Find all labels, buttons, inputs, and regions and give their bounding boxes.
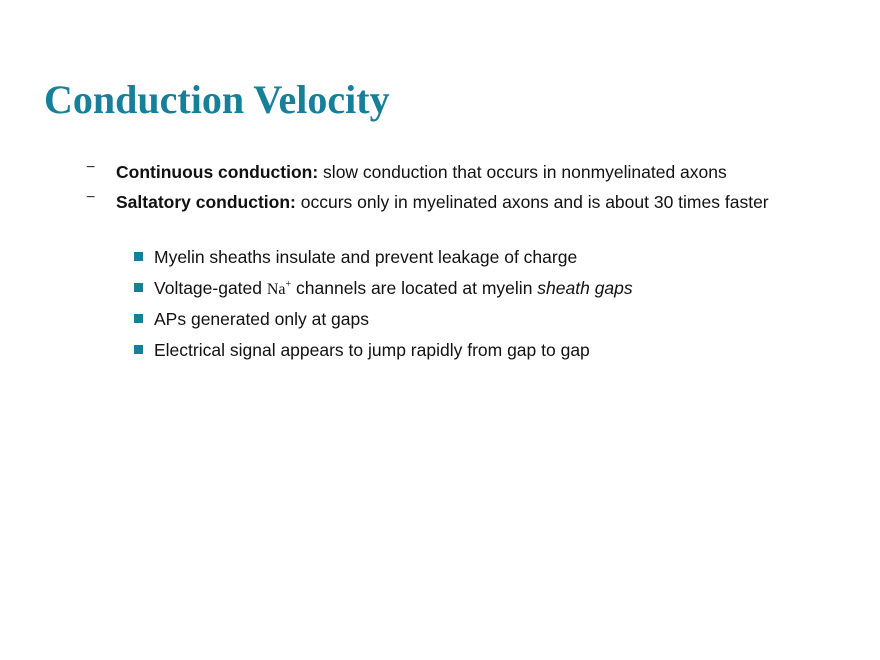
bullet-text xyxy=(116,160,806,184)
sub-bullet-middle: channels are located at myelin xyxy=(291,278,538,298)
bullet-term: Saltatory conduction: xyxy=(116,192,296,212)
bullet-term: Continuous conduction: xyxy=(116,162,319,182)
square-bullet-icon xyxy=(134,345,143,354)
sub-bullet-text xyxy=(154,276,794,302)
sub-bullet-prefix: Voltage-gated xyxy=(154,278,267,298)
slide-title: Conduction Velocity xyxy=(44,77,390,122)
square-bullet-icon xyxy=(134,314,143,323)
sub-bullet-aps-generated xyxy=(134,307,794,331)
sub-bullet-myelin-sheaths xyxy=(134,245,794,269)
sub-bullet-text: Myelin sheaths insulate and prevent leakage of charge xyxy=(154,247,578,267)
bullet-description: slow conduction that occurs in nonmyelinated axons xyxy=(318,162,727,182)
sub-bullet-text: APs generated only at gaps xyxy=(154,309,370,329)
dash-bullet-icon: − xyxy=(86,159,96,176)
sodium-charge: + xyxy=(285,279,292,291)
sodium-symbol: Na xyxy=(266,281,286,298)
bullet-saltatory-conduction xyxy=(86,190,806,214)
bullet-description: occurs only in myelinated axons and is about 30 times faster xyxy=(295,192,769,212)
bullet-text xyxy=(116,190,806,214)
sub-bullet-voltage-gated-channels xyxy=(134,276,794,302)
square-bullet-icon xyxy=(134,252,143,261)
dash-bullet-icon: − xyxy=(86,189,96,206)
sub-bullet-electrical-signal xyxy=(134,338,794,362)
square-bullet-icon xyxy=(134,283,143,292)
sub-bullet-emphasis: sheath gaps xyxy=(537,278,633,298)
bullet-continuous-conduction xyxy=(86,160,806,184)
sub-bullet-text: Electrical signal appears to jump rapidly from gap to gap xyxy=(154,340,590,360)
